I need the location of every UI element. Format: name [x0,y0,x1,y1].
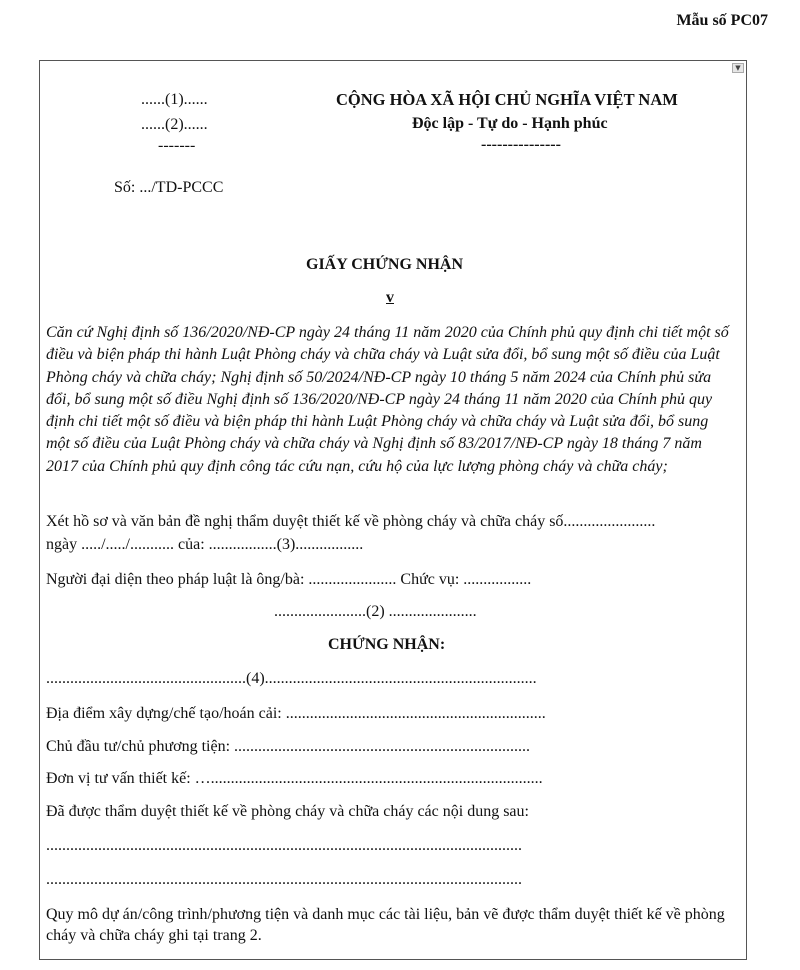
document-title: GIẤY CHỨNG NHẬN [306,256,464,273]
issuing-authority-line: ......(1)...... [141,91,208,108]
country-name: CỘNG HÒA XÃ HỘI CHỦ NGHĨA VIỆT NAM [336,90,678,109]
national-motto: Độc lập - Tự do - Hạnh phúc [412,115,608,132]
document-frame [39,60,747,960]
scale-note-paragraph: Quy mô dự án/công trình/phương tiện và danh mục các tài liệu, bản vẽ được thẩm duyệt thiết kế về phòng cháy và chữa cháy ghi tại trang 2. [46,906,725,944]
legal-basis-paragraph: Căn cứ Nghị định số 136/2020/NĐ-CP ngày 24 tháng 11 năm 2020 của Chính phủ quy định chi tiết một số điều và biện pháp thi hành Luật Phòng cháy và chữa cháy và Luật sửa đổi, bổ sung một số điều của Luật Phòng cháy và chữa cháy; Nghị định số 50/2024/NĐ-CP ngày 10 tháng 5 năm 2024 của Chính phủ sửa đổi, bổ sung một số điều Nghị định số 136/2020/NĐ-CP ngày 24 tháng 11 năm 2020 của Chính phủ quy định chi tiết một số điều và biện pháp thi hành Luật Phòng cháy và chữa cháy và Luật sửa đổi, bổ sung một số điều của Luật Phòng cháy và chữa cháy và Nghị định số 83/2017/NĐ-CP ngày 18 tháng 7 năm 2017 của Chính phủ quy định công tác cứu nạn, cứu hộ của lực lượng phòng cháy và chữa cháy; [46,324,729,475]
representative-org-line: .......................(2) ...................... [274,603,477,620]
title-mark: v [386,289,394,306]
header-right-separator: --------------- [481,136,561,153]
blank-line: ....................................................................................................................... [46,871,522,888]
project-field: ..................................................(4).................................................................... [46,670,537,687]
approved-contents-line: Đã được thẩm duyệt thiết kế về phòng cháy và chữa cháy các nội dung sau: [46,803,529,820]
document-number: Số: .../TD-PCCC [114,179,224,196]
consider-line-2: ngày ...../...../........... của: .................(3)................. [46,536,364,553]
consultant-field: Đơn vị tư vấn thiết kế: …................................................................................... [46,770,543,787]
representative-line: Người đại diện theo pháp luật là ông/bà: ...................... Chức vụ: ................. [46,571,532,588]
issuing-unit-line: ......(2)...... [141,116,208,133]
certify-heading: CHỨNG NHẬN: [328,636,446,653]
consider-line-1: Xét hồ sơ và văn bản đề nghị thẩm duyệt thiết kế về phòng cháy và chữa cháy số....................... [46,513,656,530]
location-field: Địa điểm xây dựng/chế tạo/hoán cải: ................................................................. [46,705,546,722]
owner-field: Chủ đầu tư/chủ phương tiện: .......................................................................... [46,738,531,755]
header-left-separator: ------- [158,137,196,154]
blank-line: ....................................................................................................................... [46,837,522,854]
form-code: Mẫu số PC07 [676,12,768,29]
dropdown-arrow-icon[interactable]: ▼ [732,63,744,73]
